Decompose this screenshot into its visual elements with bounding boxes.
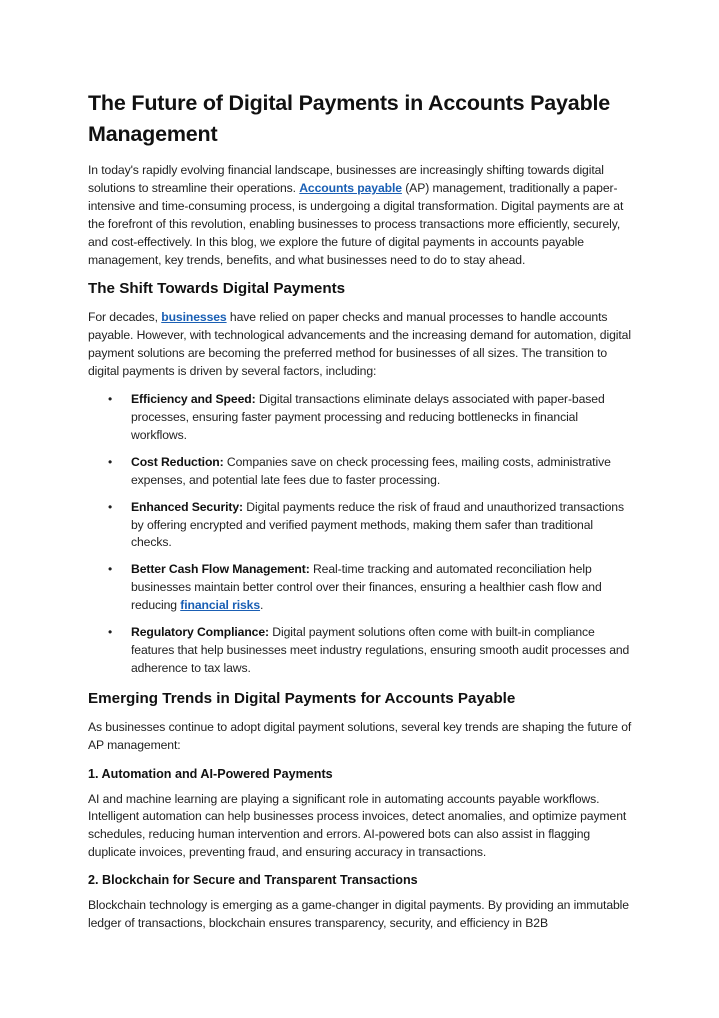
list-item-tail: . <box>260 598 264 613</box>
businesses-link[interactable]: businesses <box>161 310 227 325</box>
bullet-icon: • <box>108 454 113 469</box>
subheading-blockchain: 2. Blockchain for Secure and Transparent Transactions <box>88 873 418 888</box>
shift-text-before: For decades, <box>88 310 162 325</box>
list-item <box>88 499 636 553</box>
list-item <box>88 454 636 490</box>
document-page <box>88 88 636 933</box>
list-item-text: Digital payment solutions often come with built-in compliance features that help businesses meet industry regulations, ensuring smooth audit processes and adherence to tax laws. <box>131 625 630 675</box>
trends-paragraph: As businesses continue to adopt digital payment solutions, several key trends are shaping the future of AP management: <box>88 719 632 752</box>
shift-paragraph <box>88 309 636 381</box>
financial-risks-link[interactable]: financial risks <box>180 598 261 613</box>
list-item <box>88 391 636 445</box>
list-item-text: Digital payments reduce the risk of fraud and unauthorized transactions by offering encrypted and verified payment methods, making them safer than traditional checks. <box>131 499 624 550</box>
intro-text-after: (AP) management, traditionally a paper-intensive and time-consuming process, is undergoing a digital transformation. Digital payments are at the forefront of this revolution, enabling businesses to process transactions more efficiently, securely, and cost-effectively. In this blog, we explore the future of digital payments in accounts payable management, key trends, benefits, and what businesses need to do to stay ahead. <box>88 180 624 267</box>
list-item-label: Cost Reduction: <box>131 454 224 469</box>
intro-text-before: In today's rapidly evolving financial landscape, businesses are increasingly shifting towards digital solutions to streamline their operations. <box>88 163 604 195</box>
intro-paragraph <box>88 162 636 269</box>
list-item-text: Digital transactions eliminate delays associated with paper-based processes, ensuring faster payment processing and reducing bottlenecks in financial workflows. <box>131 392 605 442</box>
bullet-icon: • <box>108 625 113 640</box>
section-heading-trends: Emerging Trends in Digital Payments for Accounts Payable <box>88 689 516 707</box>
page-title: The Future of Digital Payments in Accounts Payable Management <box>88 91 611 146</box>
shift-text-after: have relied on paper checks and manual processes to handle accounts payable. However, with technological advancements and the increasing demand for automation, digital payment solutions are becoming the preferred method for businesses of all sizes. The transition to digital payments is driven by several factors, including: <box>88 310 631 379</box>
subheading-automation: 1. Automation and AI-Powered Payments <box>88 766 333 781</box>
list-item-label: Regulatory Compliance: <box>131 625 269 640</box>
factors-list <box>88 391 636 678</box>
list-item-text: Real-time tracking and automated reconciliation help businesses maintain better control over their finances, ensuring a healthier cash flow and reducing <box>131 562 602 613</box>
list-item <box>88 561 636 615</box>
list-item-label: Efficiency and Speed: <box>131 392 256 407</box>
list-item-label: Better Cash Flow Management: <box>131 562 310 577</box>
bullet-icon: • <box>108 499 113 514</box>
section-heading-shift: The Shift Towards Digital Payments <box>88 280 346 298</box>
list-item-label: Enhanced Security: <box>131 499 243 514</box>
list-item-text: Companies save on check processing fees, mailing costs, administrative expenses, and potential late fees due to faster processing. <box>131 454 611 487</box>
bullet-icon: • <box>108 562 113 577</box>
list-item <box>88 624 636 678</box>
automation-paragraph: AI and machine learning are playing a significant role in automating accounts payable workflows. Intelligent automation can help businesses process invoices, detect anomalies, and optimize payment schedules, reducing human intervention and errors. AI-powered bots can also assist in flagging duplicate invoices, preventing fraud, and ensuring accuracy in transactions. <box>88 791 627 860</box>
blockchain-paragraph: Blockchain technology is emerging as a game-changer in digital payments. By providing an immutable ledger of transactions, blockchain ensures transparency, security, and efficiency in B2B <box>88 898 629 931</box>
bullet-icon: • <box>108 392 113 407</box>
accounts-payable-link[interactable]: Accounts payable <box>299 180 402 195</box>
